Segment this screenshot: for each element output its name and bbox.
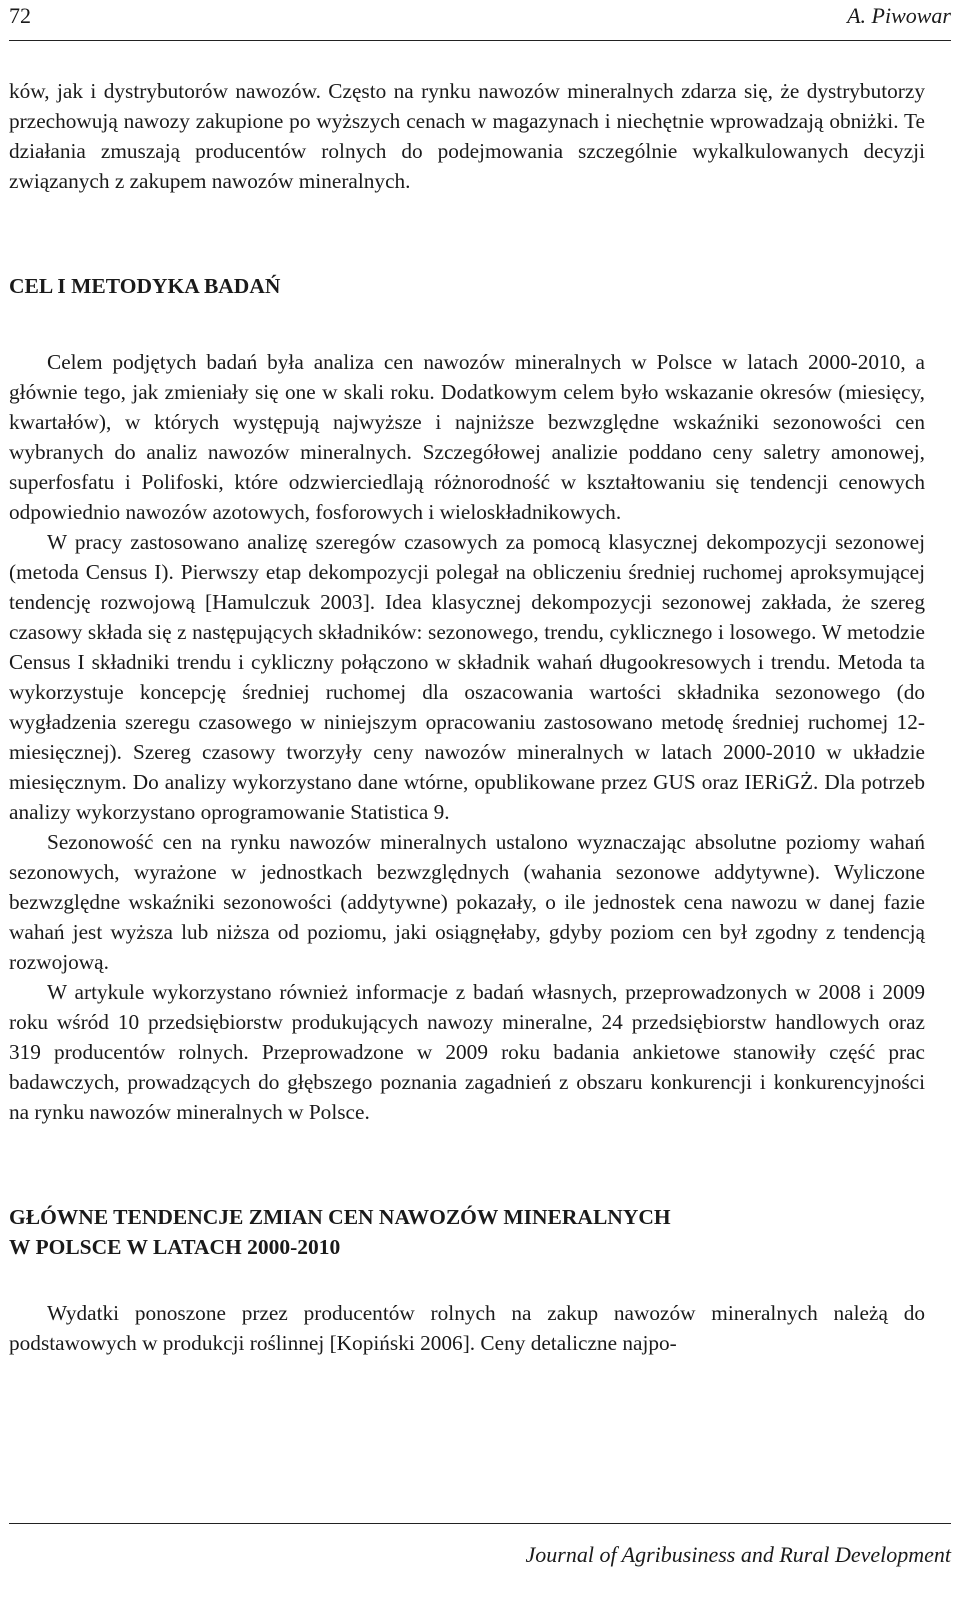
running-head-author: A. Piwowar [847, 3, 951, 28]
section-heading-line-2: W POLSCE W LATACH 2000-2010 [9, 1235, 341, 1259]
article-body [9, 76, 925, 1358]
page-header [9, 0, 951, 41]
journal-name: Journal of Agribusiness and Rural Development [525, 1542, 951, 1567]
paragraph-own-research: W artykule wykorzystano również informacje z badań własnych, przeprowadzonych w 2008 i 2009 roku wśród 10 przedsiębiorstw produkujących nawozy mineralne, 24 przedsiębiorstw handlowych oraz 319 producentów rolnych. Przeprowadzone w 2009 roku badania ankietowe stanowiły część prac badawczych, prowadzących do głębszego poznania zagadnień z obszaru konkurencji i konkurencyjności na rynku nawozów mineralnych w Polsce. [9, 980, 925, 1124]
paragraph-seasonality: Sezonowość cen na rynku nawozów mineralnych ustalono wyznaczając absolutne poziomy wahań sezonowych, wyrażone w jednostkach bezwzględnych (wahania sezonowe addytywne). Wyliczone bezwzględne wskaźniki sezonowości (addytywne) pokazały, o ile jednostek cena nawozu w danej fazie wahań jest wyższa lub niższa od poziomu, jaki osiągnęłaby, gdyby poziom cen był zgodny z tendencją rozwojową. [9, 830, 925, 974]
paragraph-method: W pracy zastosowano analizę szeregów czasowych za pomocą klasycznej dekompozycji sezonowej (metoda Census I). Pierwszy etap dekompozycji polegał na obliczeniu średniej ruchomej aproksymującej tendencję rozwojową [Hamulczuk 2003]. Idea klasycznej dekompozycji sezonowej zakłada, że szereg czasowy składa się z następujących składników: sezonowego, trendu, cyklicznego i losowego. W metodzie Census I składniki trendu i cykliczny połączono w składnik wahań długookresowych i trendu. Metoda ta wykorzystuje koncepcję średniej ruchomej dla oszacowania wartości składnika sezonowego (do wygładzenia szeregu czasowego w niniejszym opracowaniu zastosowano metodę średniej ruchomej 12-miesięcznej). Szereg czasowy tworzyły ceny nawozów mineralnych w latach 2000-2010 w układzie miesięcznym. Do analizy wykorzystano dane wtórne, opublikowane przez GUS oraz IERiGŻ. Dla potrzeb analizy wykorzystano oprogramowanie Statistica 9. [9, 530, 925, 824]
section-heading-aim-and-methods: CEL I METODYKA BADAŃ [9, 274, 281, 298]
intro-paragraph: ków, jak i dystrybutorów nawozów. Często na rynku nawozów mineralnych zdarza się, że dystrybutorzy przechowują nawozy zakupione po wyższych cenach w magazynach i niechętnie wprowadzają obniżki. Te działania zmuszają producentów rolnych do podejmowania szczególnie wykalkulowanych decyzji związanych z zakupem nawozów mineralnych. [9, 79, 925, 193]
section-heading-price-trends [9, 1202, 925, 1262]
paragraph-expenditures: Wydatki ponoszone przez producentów rolnych na zakup nawozów mineralnych należą do podstawowych w produkcji roślinnej [Kopiński 2006]. Ceny detaliczne najpo- [9, 1301, 925, 1355]
page-footer [9, 1523, 951, 1604]
section-heading-line-1: GŁÓWNE TENDENCJE ZMIAN CEN NAWOZÓW MINERALNYCH [9, 1205, 671, 1229]
page-number: 72 [9, 3, 31, 28]
paragraph-aim: Celem podjętych badań była analiza cen nawozów mineralnych w Polsce w latach 2000-2010, a głównie tego, jak zmieniały się one w skali roku. Dodatkowym celem było wskazanie okresów (miesięcy, kwartałów), w których występują najwyższe i najniższe bezwzględne wskaźniki sezonowości cen wybranych do analiz nawozów mineralnych. Szczegółowej analizie poddano ceny saletry amonowej, superfosfatu i Polifoski, które odzwierciedlają różnorodność w kształtowaniu się tendencji cenowych odpowiednio nawozów azotowych, fosforowych i wieloskładnikowych. [9, 350, 925, 524]
